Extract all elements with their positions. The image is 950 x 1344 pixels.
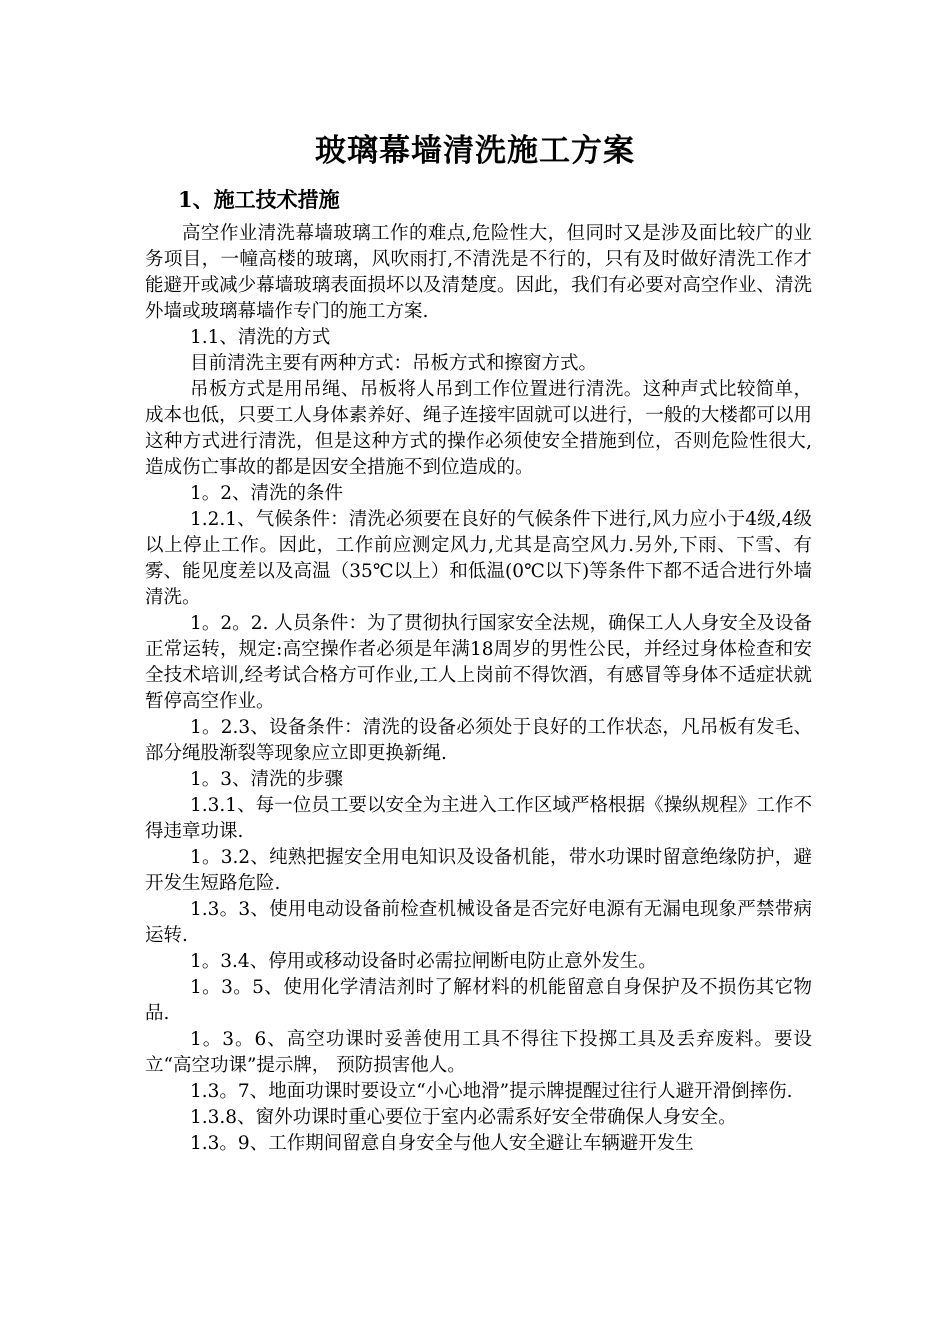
paragraph-1-3-6: 1。3。6、高空功课时妥善使用工具不得往下投掷工具及丢弃废料。要设立“高空功课”提示牌， 预防损害他人。 (145, 1029, 812, 1076)
document-body (145, 221, 812, 1157)
paragraph-intro: 高空作业清洗幕墙玻璃工作的难点,危险性大，但同时又是涉及面比较广的业务项目，一幢高楼的玻璃，风吹雨打,不清洗是不行的，只有及时做好清洗工作才能避开或减少幕墙玻璃表面损坏以及清楚度。因此，我们有必要对高空作业、清洗外墙或玻璃幕墙作专门的施工方案. (145, 223, 812, 322)
paragraph-1-2-3: 1。2.3、设备条件：清洗的设备必须处于良好的工作状态，凡吊板有发毛、部分绳股渐裂等现象应立即更换新绳. (145, 717, 812, 764)
subheading-1-3: 1。3、清洗的步骤 (190, 769, 344, 790)
paragraph-methods: 目前清洗主要有两种方式：吊板方式和擦窗方式。 (190, 353, 598, 374)
subheading-1-1: 1.1、清洗的方式 (190, 327, 331, 348)
paragraph-1-3-9: 1.3。9、工作期间留意自身安全与他人安全避让车辆避开发生 (190, 1133, 694, 1154)
paragraph-1-3-1: 1.3.1、每一位员工要以安全为主进入工作区域严格根据《操纵规程》工作不得违章功课. (145, 795, 812, 842)
paragraph-1-2-2: 1。2。2. 人员条件：为了贯彻执行国家安全法规，确保工人人身安全及设备正常运转，规定:高空操作者必须是年满18周岁的男性公民，并经过身体检查和安全技术培训,经考试合格方可作业,工人上岗前不得饮酒，有感冒等身体不适症状就暂停高空作业。 (145, 613, 812, 712)
document-title: 玻璃幕墙清洗施工方案 (315, 133, 635, 169)
paragraph-hanging-board: 吊板方式是用吊绳、吊板将人吊到工作位置进行清洗。这种声式比较简单，成本也低，只要工人身体素养好、绳子连接牢固就可以进行，一般的大楼都可以用这种方式进行清洗，但是这种方式的操作必须使安全措施到位，否则危险性很大,造成伤亡事故的都是因安全措施不到位造成的。 (145, 379, 812, 478)
paragraph-1-3-3: 1.3。3、使用电动设备前检查机械设备是否完好电源有无漏电现象严禁带病运转. (145, 899, 812, 946)
section-heading: 1、施工技术措施 (178, 187, 340, 212)
paragraph-1-3-5: 1。3。5、使用化学清洁剂时了解材料的机能留意自身保护及不损伤其它物品. (145, 977, 812, 1024)
subheading-1-2: 1。2、清洗的条件 (190, 483, 344, 504)
paragraph-1-3-7: 1.3。7、地面功课时要设立“小心地滑”提示牌提醒过往行人避开滑倒摔伤. (190, 1081, 793, 1102)
paragraph-1-3-8: 1.3.8、窗外功课时重心要位于室内必需系好安全带确保人身安全。 (190, 1107, 737, 1128)
paragraph-1-3-4: 1。3.4、停用或移动设备时必需拉闸断电防止意外发生。 (190, 951, 657, 972)
paragraph-1-3-2: 1。3.2、纯熟把握安全用电知识及设备机能，带水功课时留意绝缘防护，避开发生短路危险. (145, 847, 812, 894)
paragraph-1-2-1: 1.2.1、气候条件：清洗必须要在良好的气候条件下进行,风力应小于4级,4级以上停止工作。因此，工作前应测定风力,尤其是高空风力.另外,下雨、下雪、有雾、能见度差以及高温（35℃以上）和低温(0℃以下)等条件下都不适合进行外墙清洗。 (145, 509, 812, 608)
